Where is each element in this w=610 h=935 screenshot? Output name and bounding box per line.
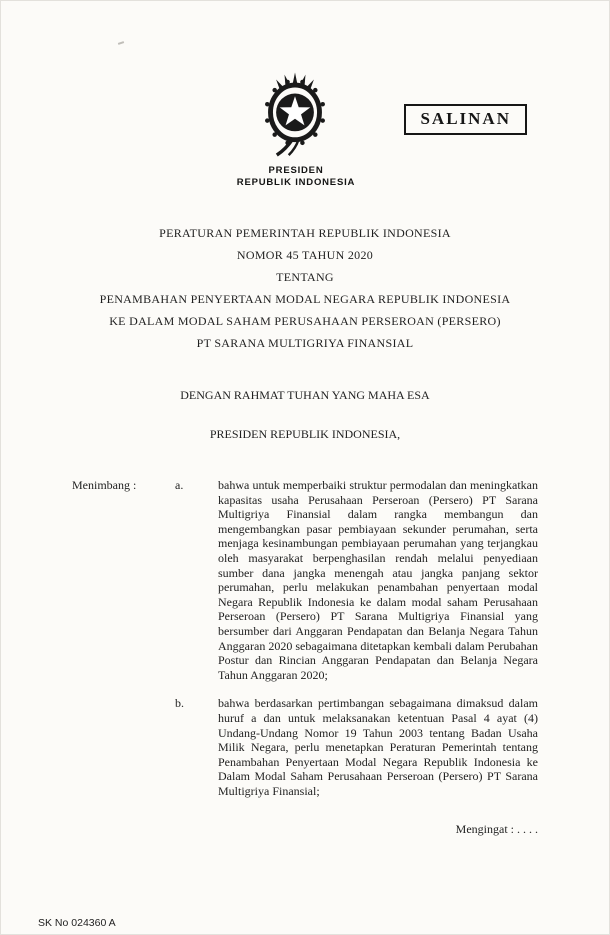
item-text-a: bahwa untuk memperbaiki struktur permodalan dan meningkatkan kapasitas usaha Perusahaan Perseroan (Persero) PT Sarana Multigriya Finansial dalam rangka membangun dan mengembangkan pasar pembiayaan sekunder perumahan, serta menjaga kesinambungan pembiayaan perumahan yang terjangkau oleh masyarakat berpenghasilan rendah melalui penyediaan sumber dana jangka menengah atau jangka panjang sektor perumahan, perlu melakukan penambahan penyertaan modal Negara Republik Indonesia ke dalam modal saham Perusahaan Perseroan (Persero) PT Sarana Multigriya Finansial yang bersumber dari Anggaran Pendapatan dan Belanja Negara Tahun Anggaran 2020 sebagaimana ditetapkan kembali dalam Perubahan Postur dan Rincian Anggaran Pendapatan dan Belanja Negara Tahun Anggaran 2020;: [218, 478, 538, 682]
invocation-line: DENGAN RAHMAT TUHAN YANG MAHA ESA: [180, 388, 430, 402]
catchword-mengingat: Mengingat : . . . .: [455, 822, 538, 837]
document-header: [0, 0, 610, 222]
title-line-subject-2: KE DALAM MODAL SAHAM PERUSAHAAN PERSEROAN (PERSERO): [109, 314, 501, 328]
title-line-peraturan: PERATURAN PEMERINTAH REPUBLIK INDONESIA: [159, 226, 451, 240]
letterhead-text: [0, 165, 601, 188]
letterhead-presiden: PRESIDEN: [268, 165, 324, 176]
indonesia-presidential-emblem-icon: [260, 72, 330, 164]
title-line-subject-1: PENAMBAHAN PENYERTAAN MODAL NEGARA REPUBLIK INDONESIA: [99, 292, 511, 306]
item-letter-b: b.: [175, 696, 184, 711]
considering-item-b: [175, 696, 538, 798]
letterhead-republik-indonesia: REPUBLIK INDONESIA: [236, 176, 356, 188]
salinan-stamp: SALINAN: [404, 104, 527, 135]
considering-item-a: [175, 478, 538, 682]
item-letter-a: a.: [175, 478, 184, 492]
menimbang-label: Menimbang :: [72, 478, 137, 492]
document-body: [0, 222, 610, 837]
item-text-b: bahwa berdasarkan pertimbangan sebagaimana dimaksud dalam huruf a dan untuk melaksanakan ketentuan Pasal 4 ayat (4) Undang-Undang Nomor 19 Tahun 2003 tentang Badan Usaha Milik Negara, perlu menetapkan Peraturan Pemerintah tentang Penambahan Penyertaan Modal Negara Republik Indonesia ke Dalam Modal Saham Perusahaan Perseroan (Persero) PT Sarana Multigriya Finansial;: [218, 696, 538, 798]
title-line-tentang: TENTANG: [276, 270, 334, 284]
considering-section: [0, 478, 610, 798]
considering-items: [175, 478, 538, 798]
president-line: PRESIDEN REPUBLIK INDONESIA,: [209, 427, 401, 441]
title-line-nomor: NOMOR 45 TAHUN 2020: [236, 248, 374, 262]
sk-number: SK No 024360 A: [38, 917, 116, 929]
regulation-title: [0, 222, 610, 354]
title-line-subject-3: PT SARANA MULTIGRIYA FINANSIAL: [196, 336, 414, 350]
